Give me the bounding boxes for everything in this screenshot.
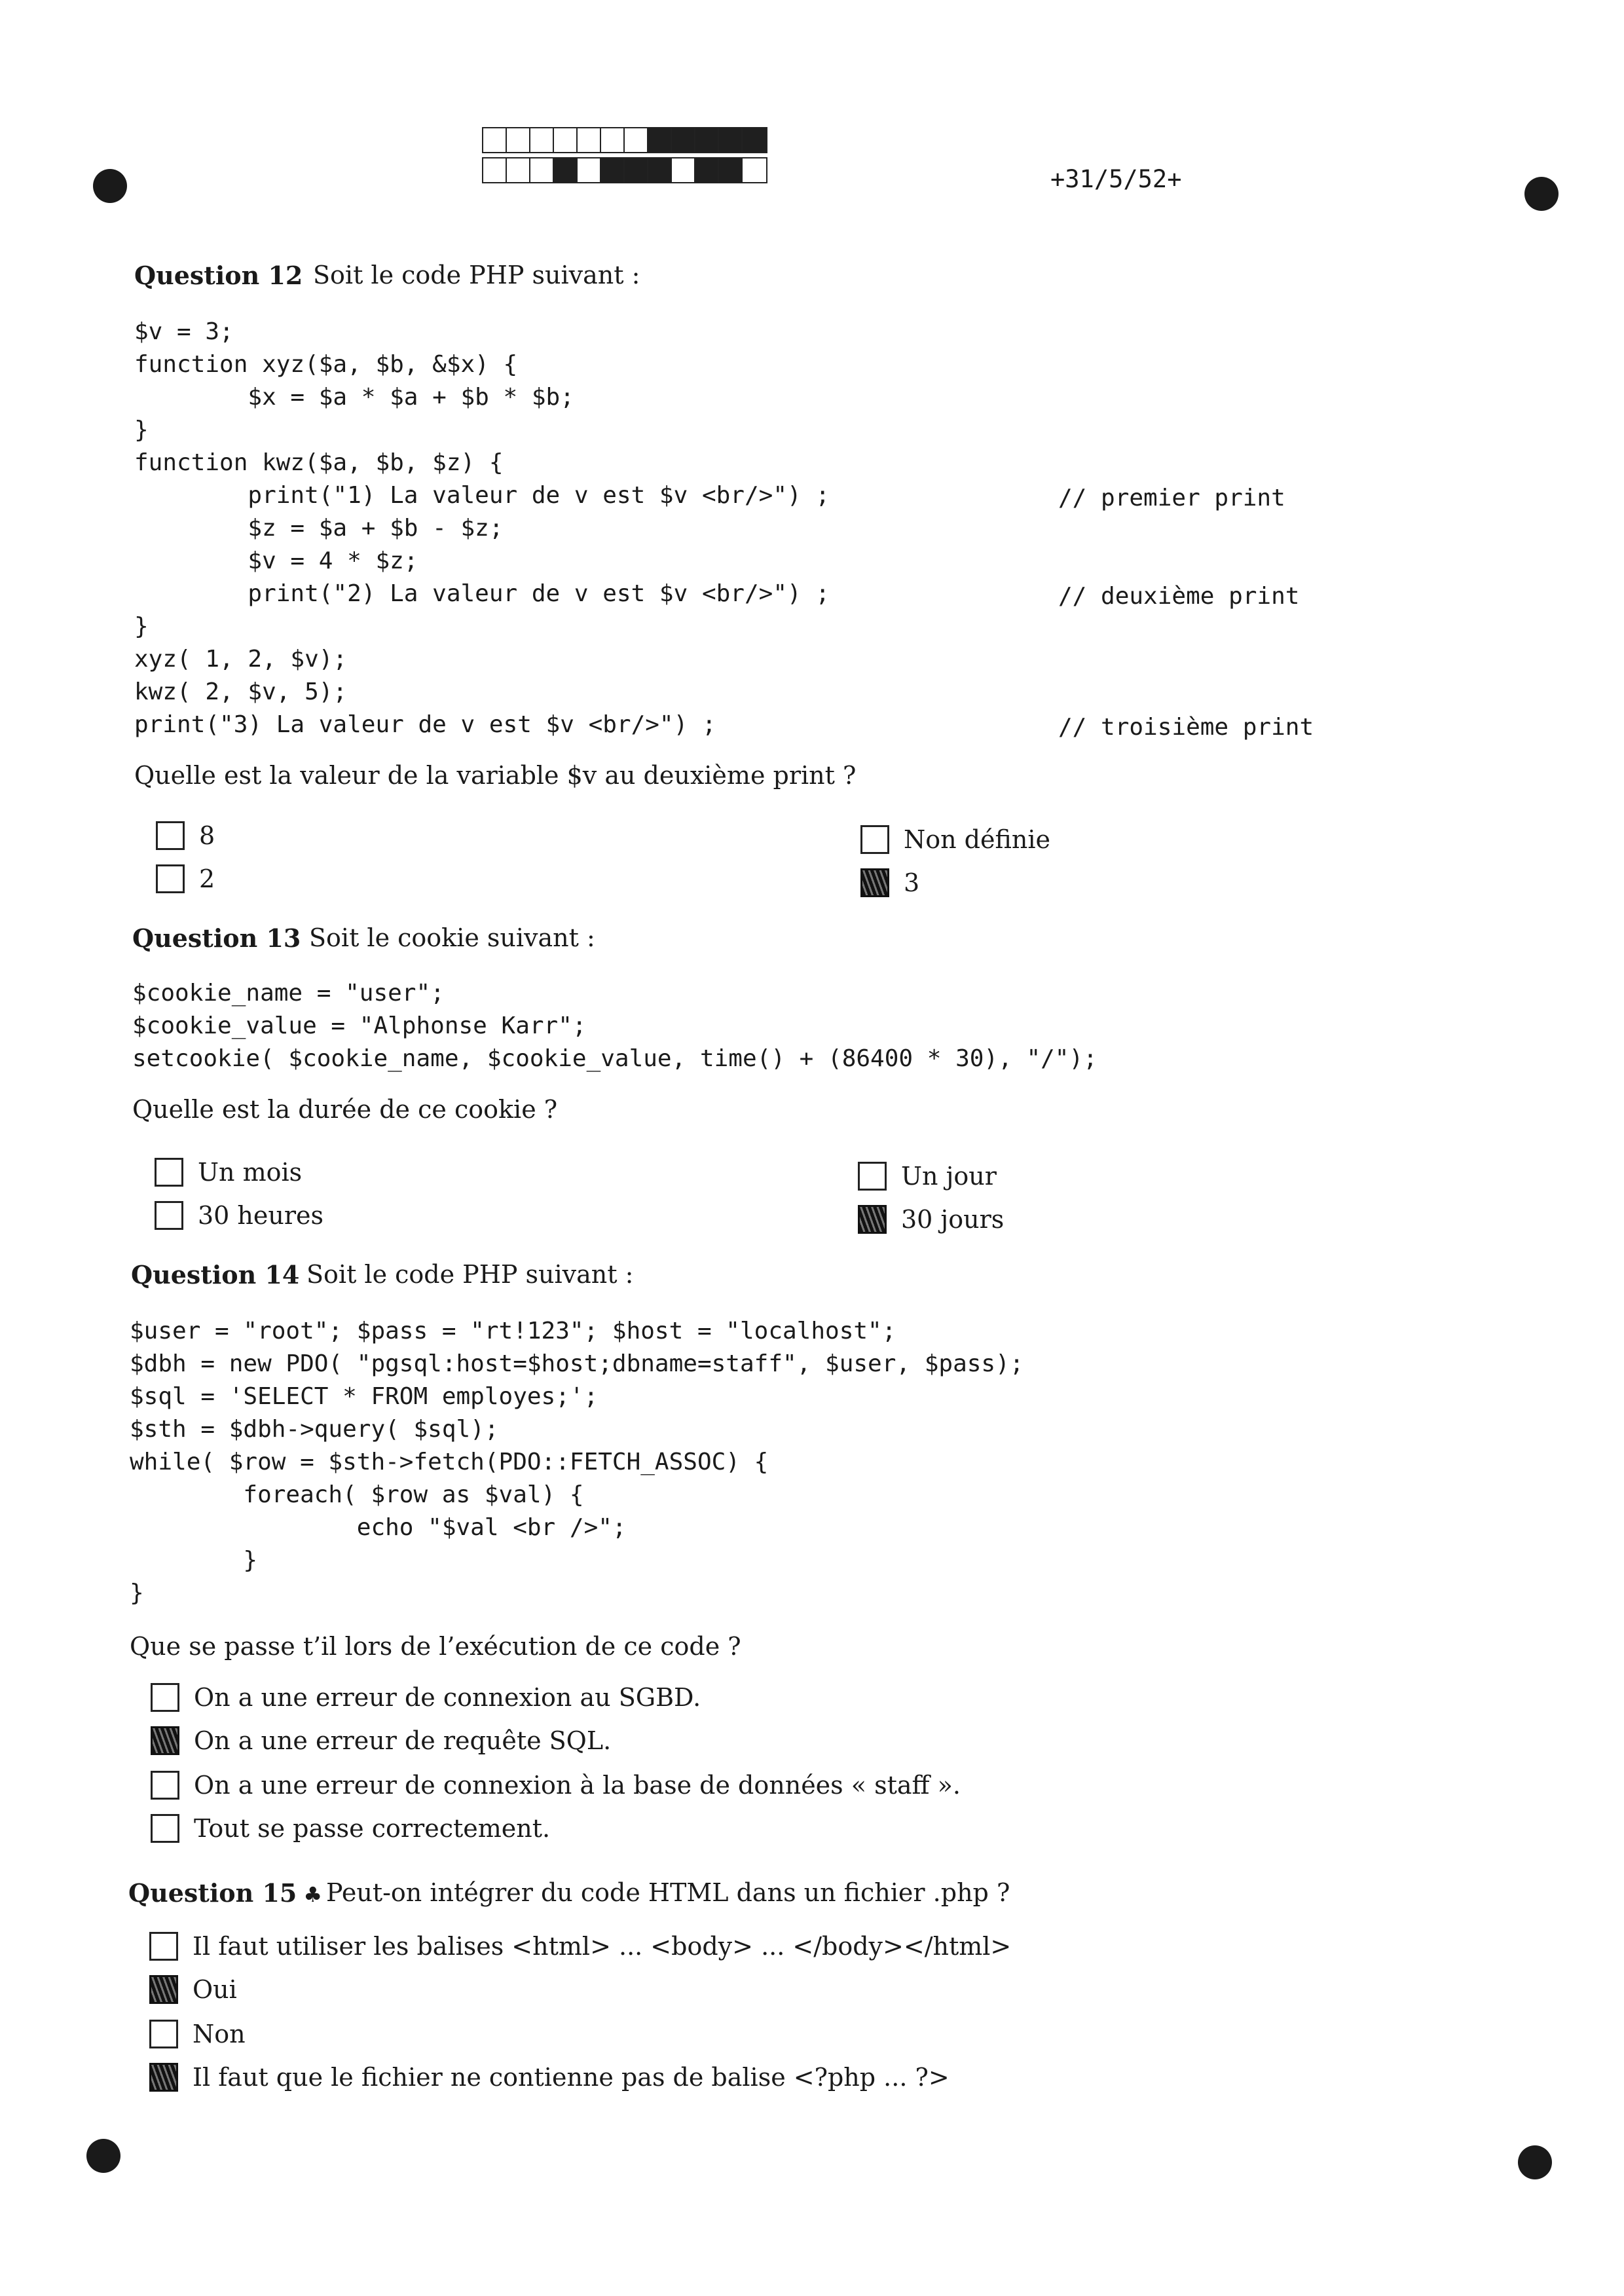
question-15-intro: Peut-on intégrer du code HTML dans un fichier .php ?: [326, 1878, 1010, 1907]
barcode-cell: [530, 158, 554, 182]
barcode-cell: [507, 128, 530, 152]
code-line: xyz( 1, 2, $v);: [134, 646, 348, 673]
answer-checkbox-checked[interactable]: [151, 1726, 179, 1755]
barcode-cell: [554, 158, 578, 182]
barcode-cell: [648, 128, 672, 152]
code-line: }: [130, 1547, 258, 1574]
barcode-cell: [695, 158, 719, 182]
code-line: $sql = 'SELECT * FROM employes;';: [130, 1383, 599, 1410]
answer-checkbox[interactable]: [156, 821, 185, 850]
question-12-intro: Soit le code PHP suivant :: [313, 261, 640, 289]
code-line: echo "$val <br />";: [130, 1514, 627, 1541]
code-line: setcookie( $cookie_name, $cookie_value, time() + (86400 * 30), "/");: [132, 1045, 1098, 1072]
page-barcode-row-1: [482, 127, 767, 153]
answer-checkbox[interactable]: [151, 1814, 179, 1843]
question-15-number: Question 15: [128, 1878, 297, 1908]
answer-label: 3: [904, 868, 920, 897]
barcode-cell: [601, 128, 625, 152]
question-14-title: Question 14: [131, 1260, 300, 1289]
code-line: $user = "root"; $pass = "rt!123"; $host = "localhost";: [130, 1318, 896, 1344]
barcode-cell: [672, 158, 695, 182]
answer-option[interactable]: [149, 2020, 246, 2048]
code-line: $cookie_value = "Alphonse Karr";: [132, 1012, 587, 1039]
code-line: $v = 4 * $z;: [134, 547, 418, 574]
answer-checkbox-checked[interactable]: [149, 1975, 178, 2004]
page-id: +31/5/52+: [1050, 165, 1182, 193]
code-line: print("1) La valeur de v est $v <br/>") ;: [134, 482, 830, 509]
answer-option[interactable]: [155, 1158, 302, 1187]
barcode-cell: [625, 128, 648, 152]
answer-checkbox[interactable]: [155, 1201, 183, 1230]
answer-checkbox[interactable]: [858, 1162, 887, 1191]
code-line: function kwz($a, $b, $z) {: [134, 449, 504, 476]
answer-label: Non: [193, 2020, 246, 2048]
answer-label: 2: [199, 864, 215, 893]
answer-option[interactable]: [858, 1205, 1004, 1234]
code-line: $sth = $dbh->query( $sql);: [130, 1416, 499, 1443]
barcode-cell: [554, 128, 578, 152]
answer-checkbox-checked[interactable]: [858, 1205, 887, 1234]
code-line: }: [134, 417, 149, 443]
barcode-cell: [601, 158, 625, 182]
answer-option[interactable]: [151, 1814, 550, 1843]
answer-option[interactable]: [149, 1975, 237, 2004]
page-barcode-row-2: [482, 157, 767, 183]
answer-checkbox[interactable]: [156, 864, 185, 893]
code-line: $x = $a * $a + $b * $b;: [134, 384, 574, 411]
barcode-cell: [578, 158, 601, 182]
code-line: $z = $a + $b - $z;: [134, 515, 504, 542]
question-14-intro: Soit le code PHP suivant :: [306, 1260, 634, 1289]
question-12-prompt: Quelle est la valeur de la variable $v au deuxième print ?: [134, 761, 857, 790]
answer-label: On a une erreur de connexion à la base de données « staff ».: [194, 1771, 961, 1800]
code-line: foreach( $row as $val) {: [130, 1481, 584, 1508]
answer-label: 30 jours: [901, 1205, 1005, 1234]
answer-label: 8: [199, 821, 215, 850]
answer-checkbox[interactable]: [860, 825, 889, 854]
code-line: while( $row = $sth->fetch(PDO::FETCH_ASSOC) {: [130, 1449, 769, 1475]
answer-option[interactable]: [858, 1162, 997, 1191]
barcode-cell: [648, 158, 672, 182]
barcode-cell: [578, 128, 601, 152]
answer-option[interactable]: [151, 1771, 961, 1800]
barcode-cell: [719, 128, 743, 152]
answer-option[interactable]: [156, 821, 215, 850]
question-13-intro: Soit le cookie suivant :: [309, 923, 595, 952]
code-line: print("3) La valeur de v est $v <br/>") ;: [134, 711, 716, 738]
code-line: kwz( 2, $v, 5);: [134, 678, 348, 705]
answer-label: Tout se passe correctement.: [194, 1814, 551, 1843]
barcode-cell: [625, 158, 648, 182]
answer-option[interactable]: [860, 825, 1050, 854]
question-13-prompt: Quelle est la durée de ce cookie ?: [132, 1095, 558, 1124]
club-icon: ♣: [303, 1882, 323, 1907]
question-13-title: Question 13: [132, 923, 301, 953]
answer-checkbox-checked[interactable]: [149, 2063, 178, 2092]
code-line: print("2) La valeur de v est $v <br/>") ;: [134, 580, 830, 607]
code-comment: // deuxième print: [1058, 583, 1300, 610]
corner-mark-bottom-left: [86, 2139, 120, 2173]
answer-checkbox[interactable]: [151, 1683, 179, 1712]
code-line: }: [130, 1580, 144, 1606]
barcode-cell: [695, 128, 719, 152]
answer-option[interactable]: [149, 2063, 950, 2092]
barcode-cell: [507, 158, 530, 182]
answer-checkbox[interactable]: [155, 1158, 183, 1187]
answer-label: On a une erreur de connexion au SGBD.: [194, 1683, 701, 1712]
answer-checkbox-checked[interactable]: [860, 868, 889, 897]
answer-label: Oui: [193, 1975, 237, 2004]
answer-label: Non définie: [904, 825, 1050, 854]
answer-option[interactable]: [151, 1726, 611, 1755]
barcode-cell: [483, 128, 507, 152]
answer-option[interactable]: [156, 864, 215, 893]
code-comment: // premier print: [1058, 485, 1285, 511]
answer-label: Un mois: [198, 1158, 303, 1187]
code-line: function xyz($a, $b, &$x) {: [134, 351, 518, 378]
answer-label: On a une erreur de requête SQL.: [194, 1726, 612, 1755]
answer-option[interactable]: [860, 868, 919, 897]
barcode-cell: [530, 128, 554, 152]
question-12-title: Question 12: [134, 261, 303, 290]
corner-mark-top-right: [1524, 177, 1559, 211]
code-line: $dbh = new PDO( "pgsql:host=$host;dbname=staff", $user, $pass);: [130, 1350, 1024, 1377]
answer-checkbox[interactable]: [151, 1771, 179, 1800]
corner-mark-top-left: [93, 169, 127, 203]
answer-option[interactable]: [151, 1683, 701, 1712]
barcode-cell: [672, 128, 695, 152]
question-15-title: [128, 1878, 322, 1908]
answer-label: Il faut utiliser les balises <html> ... <body> ... </body></html>: [193, 1932, 1012, 1961]
question-14-prompt: Que se passe t’il lors de l’exécution de ce code ?: [130, 1632, 741, 1661]
answer-label: Un jour: [901, 1162, 997, 1191]
code-line: $v = 3;: [134, 318, 234, 345]
answer-option[interactable]: [155, 1201, 323, 1230]
answer-label: 30 heures: [198, 1201, 324, 1230]
barcode-cell: [719, 158, 743, 182]
code-line: $cookie_name = "user";: [132, 980, 445, 1007]
code-line: }: [134, 613, 149, 640]
barcode-cell: [743, 128, 766, 152]
corner-mark-bottom-right: [1518, 2145, 1552, 2179]
answer-label: Il faut que le fichier ne contienne pas de balise <?php ... ?>: [193, 2063, 950, 2092]
answer-checkbox[interactable]: [149, 1932, 178, 1961]
answer-option[interactable]: [149, 1932, 1011, 1961]
barcode-cell: [743, 158, 766, 182]
barcode-cell: [483, 158, 507, 182]
answer-checkbox[interactable]: [149, 2020, 178, 2048]
code-comment: // troisième print: [1058, 714, 1314, 741]
